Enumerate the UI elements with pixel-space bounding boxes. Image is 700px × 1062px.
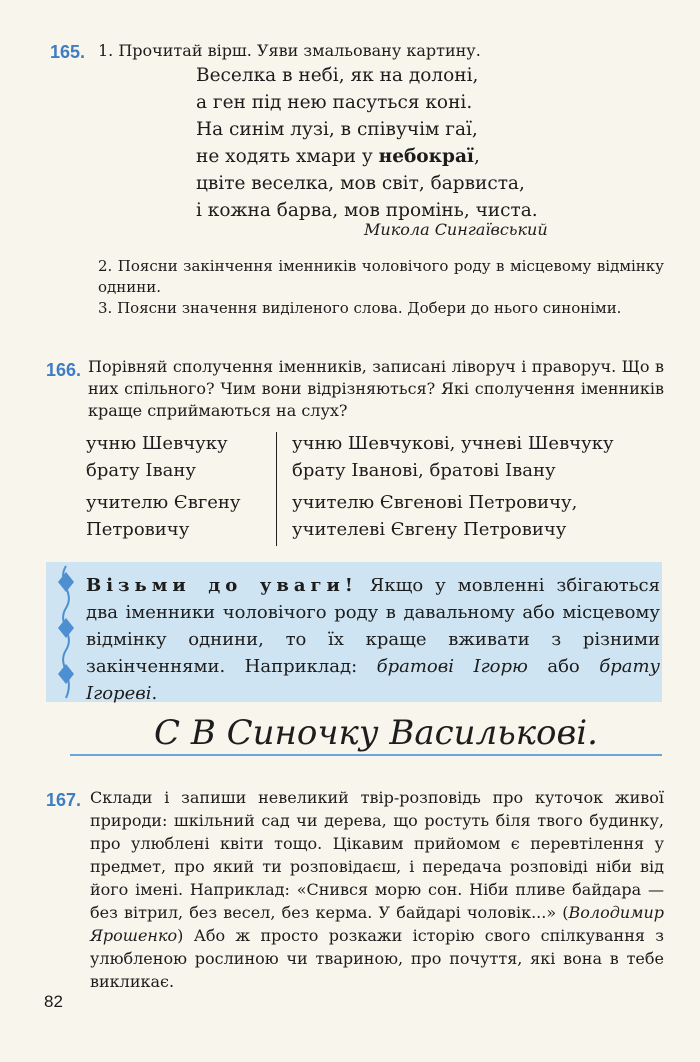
pair-right-item: брату Іванові, братові Івану bbox=[292, 460, 556, 481]
note-example: брату Ігореві bbox=[86, 656, 660, 704]
exercise-167-number: 167. bbox=[46, 790, 82, 810]
exercise-165-number: 165. bbox=[50, 42, 86, 62]
pair-right-item: учню Шевчукові, учневі Шевчуку bbox=[292, 433, 614, 454]
pair-left-item: учню Шевчуку bbox=[86, 433, 228, 454]
exercise-167-body: Склади і запиши невеликий твір-розповідь про куточок живої природи: шкільний сад чи дерева, що ростуть біля твого будинку, про улюблені квіти тощо. Цікавим прийомом є перевтілення у предмет, про який ти розповідаєш, і передача розповіді ніби від його імені. Наприклад: «Снився морю сон. Ніби пливе байдара — без вітрил, без весел, без керма. У байдарі чоловік...» ( bbox=[90, 788, 664, 922]
poem-line bbox=[196, 143, 538, 170]
pair-right-item: учителеві Євгену Петровичу bbox=[292, 519, 567, 540]
exercise-165-task1: 1. Прочитай вірш. Уяви змальовану картину. bbox=[98, 41, 481, 60]
poem-line: На синім лузі, в співучім гаї, bbox=[196, 119, 478, 140]
exercise-165-task3: 3. Поясни значення виділеного слова. Добери до нього синоніми. bbox=[98, 299, 622, 317]
note-heading: Візьми до уваги! bbox=[86, 575, 358, 596]
handwritten-sample: С В Синочку Васильковi. bbox=[154, 713, 598, 753]
diamond-icon bbox=[58, 618, 74, 638]
pairs-right-column bbox=[292, 430, 614, 543]
poem-line: цвіте веселка, мов світ, барвиста, bbox=[196, 173, 525, 194]
note-connector: або bbox=[547, 656, 580, 677]
poem-text: , bbox=[473, 146, 480, 167]
pair-left-item: учителю Євгену bbox=[86, 492, 241, 513]
pair-right-item: учителю Євгенові Петровичу, bbox=[292, 492, 578, 513]
poem bbox=[196, 62, 538, 224]
diamond-strip-icon bbox=[52, 562, 80, 702]
page-number: 82 bbox=[44, 992, 63, 1011]
note-example: братові Ігорю bbox=[376, 656, 528, 677]
exercise-165-task2: 2. Поясни закінчення іменників чоловічого роду в місцевому відмінку однини. bbox=[98, 257, 664, 296]
poem-line: Веселка в небі, як на долоні, bbox=[196, 65, 479, 86]
exercise-166-text: Порівняй сполучення іменників, записані ліворуч і праворуч. Що в них спільного? Чим вони відрізняються? Які сполучення іменників краще сприймаються на слух? bbox=[88, 357, 664, 420]
poem-line: а ген під нею пасуться коні. bbox=[196, 92, 473, 113]
poem-author: Микола Сингаївський bbox=[364, 220, 548, 239]
handwriting-baseline bbox=[70, 754, 662, 756]
note-text bbox=[86, 572, 660, 707]
exercise-166-number: 166. bbox=[46, 360, 82, 380]
note-end: . bbox=[151, 683, 158, 704]
diamond-icon bbox=[58, 664, 74, 684]
poem-line: і кожна барва, мов промінь, чиста. bbox=[196, 200, 538, 221]
pairs-left-column bbox=[86, 430, 241, 543]
pair-left-item: Петровичу bbox=[86, 519, 190, 540]
poem-text: не ходять хмари у bbox=[196, 146, 379, 167]
exercise-167-body: ) Або ж просто розкажи історію свого спілкування з улюбленою рослиною чи твариною, про почуття, які вона в тебе викликає. bbox=[90, 926, 664, 991]
note-body: Якщо у мовленні збігаються два іменники чоловічого роду в давальному або місцевому відмінку однини, то їх краще вживати з різними закінченнями. Наприклад: bbox=[86, 575, 660, 677]
exercise-167-text bbox=[90, 786, 664, 993]
pair-left-item: брату Івану bbox=[86, 460, 196, 481]
diamond-icon bbox=[58, 572, 74, 592]
column-divider bbox=[276, 432, 277, 546]
highlighted-word: небокраї bbox=[378, 146, 474, 167]
citation-author: Володимир Ярошенко bbox=[90, 903, 664, 945]
